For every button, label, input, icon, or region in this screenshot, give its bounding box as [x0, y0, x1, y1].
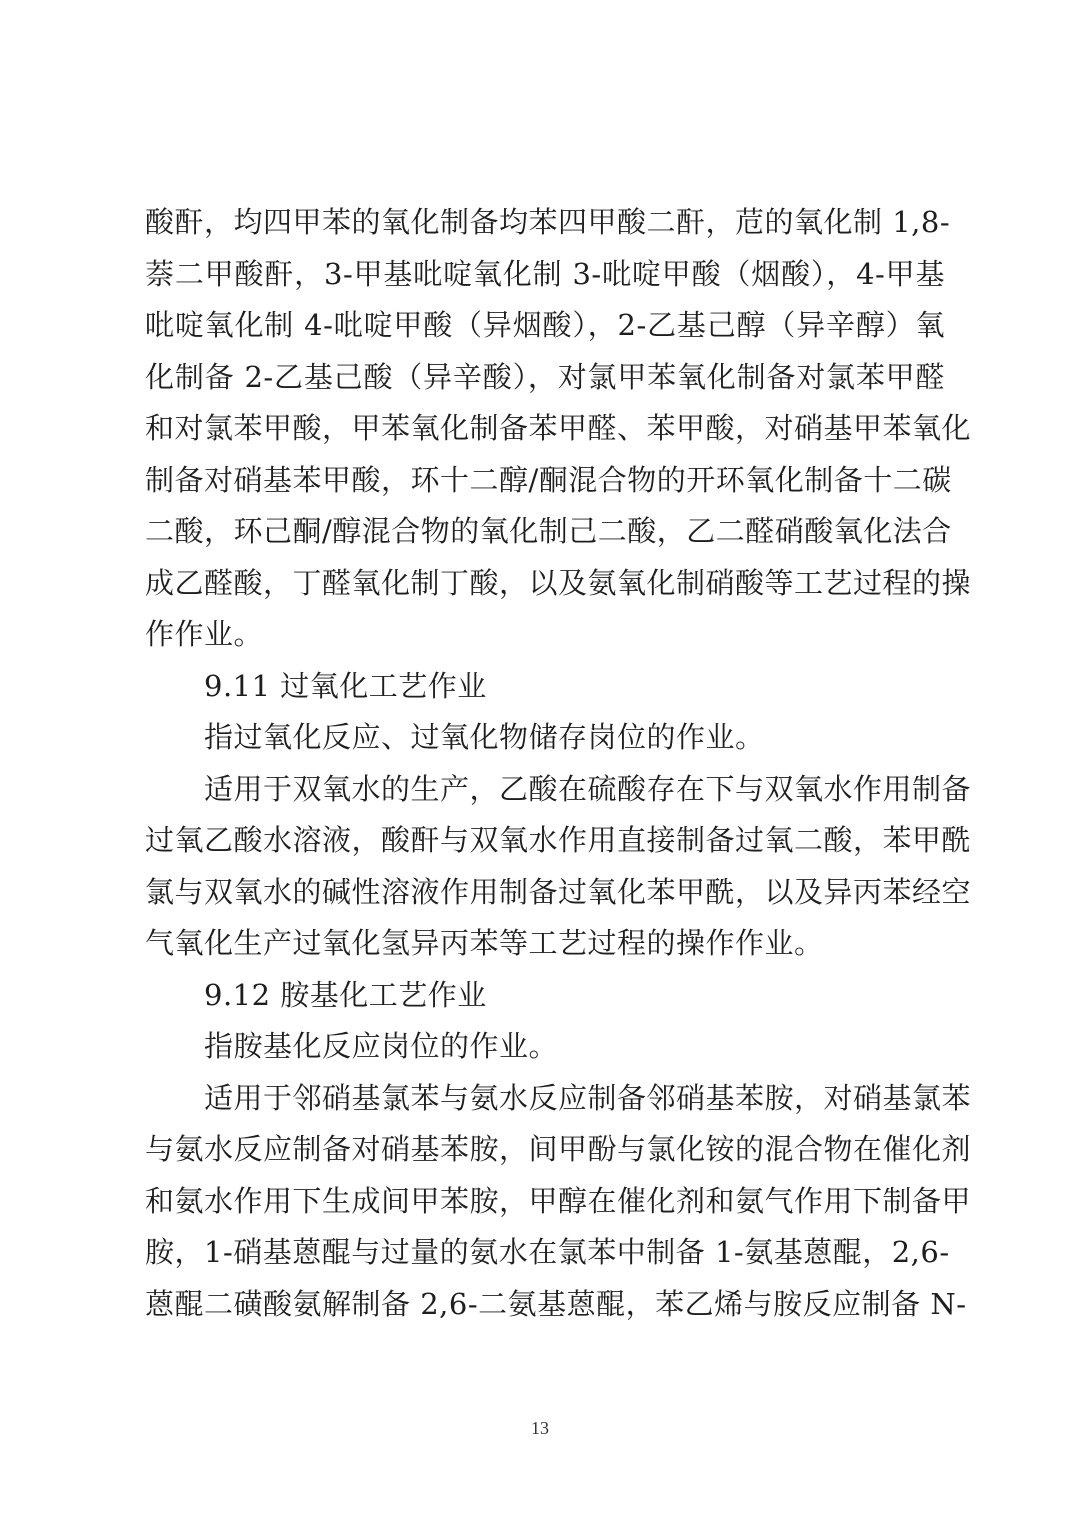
text-line: 化制备 2-乙基己酸（异辛酸），对氯甲苯氧化制备对氯苯甲醛 — [145, 359, 945, 394]
text-line: 制备对硝基苯甲酸，环十二醇/酮混合物的开环氧化制备十二碳 — [145, 462, 952, 497]
text-line: 吡啶氧化制 4-吡啶甲酸（异烟酸），2-乙基己醇（异辛醇）氧 — [145, 308, 945, 342]
text-line: 氯与双氧水的碱性溶液作用制备过氧化苯甲酰，以及异丙苯经空 — [145, 874, 972, 909]
text-line: 酸酐，均四甲苯的氧化制备均苯四甲酸二酐，苊的氧化制 1,8- — [145, 205, 951, 239]
page-number: 13 — [531, 1418, 549, 1438]
text-line: 胺，1-硝基蒽醌与过量的氨水在氯苯中制备 1-氨基蒽醌，2,6- — [145, 1235, 950, 1269]
text-line: 作作业。 — [145, 617, 264, 651]
section-heading-9-11: 9.11 过氧化工艺作业 — [204, 668, 487, 703]
text-line: 过氧乙酸水溶液，酸酐与双氧水作用直接制备过氧二酸，苯甲酰 — [145, 823, 972, 857]
text-line: 与氨水反应制备对硝基苯胺，间甲酚与氯化铵的混合物在催化剂 — [145, 1132, 972, 1166]
paragraph-first-line: 指过氧化反应、过氧化物储存岗位的作业。 — [204, 720, 765, 754]
text-line: 萘二甲酸酐，3-甲基吡啶氧化制 3-吡啶甲酸（烟酸），4-甲基 — [145, 256, 945, 291]
text-line: 蒽醌二磺酸氨解制备 2,6-二氨基蒽醌，苯乙烯与胺反应制备 N- — [145, 1286, 967, 1321]
paragraph-first-line: 指胺基化反应岗位的作业。 — [204, 1029, 559, 1063]
paragraph-first-line: 适用于双氧水的生产，乙酸在硫酸存在下与双氧水作用制备 — [204, 771, 972, 806]
text-line: 成乙醛酸，丁醛氧化制丁酸，以及氨氧化制硝酸等工艺过程的操 — [145, 565, 972, 600]
document-body — [145, 197, 972, 1330]
section-heading-9-12: 9.12 胺基化工艺作业 — [204, 977, 487, 1012]
text-line: 和对氯苯甲酸，甲苯氧化制备苯甲醛、苯甲酸，对硝基甲苯氧化 — [145, 411, 972, 445]
text-line: 二酸，环己酮/醇混合物的氧化制己二酸，乙二醛硝酸氧化法合 — [145, 514, 952, 548]
text-line: 气氧化生产过氧化氢异丙苯等工艺过程的操作作业。 — [145, 926, 824, 960]
paragraph-first-line: 适用于邻硝基氯苯与氨水反应制备邻硝基苯胺，对硝基氯苯 — [204, 1080, 972, 1115]
text-line: 和氨水作用下生成间甲苯胺，甲醇在催化剂和氨气作用下制备甲 — [145, 1183, 972, 1218]
